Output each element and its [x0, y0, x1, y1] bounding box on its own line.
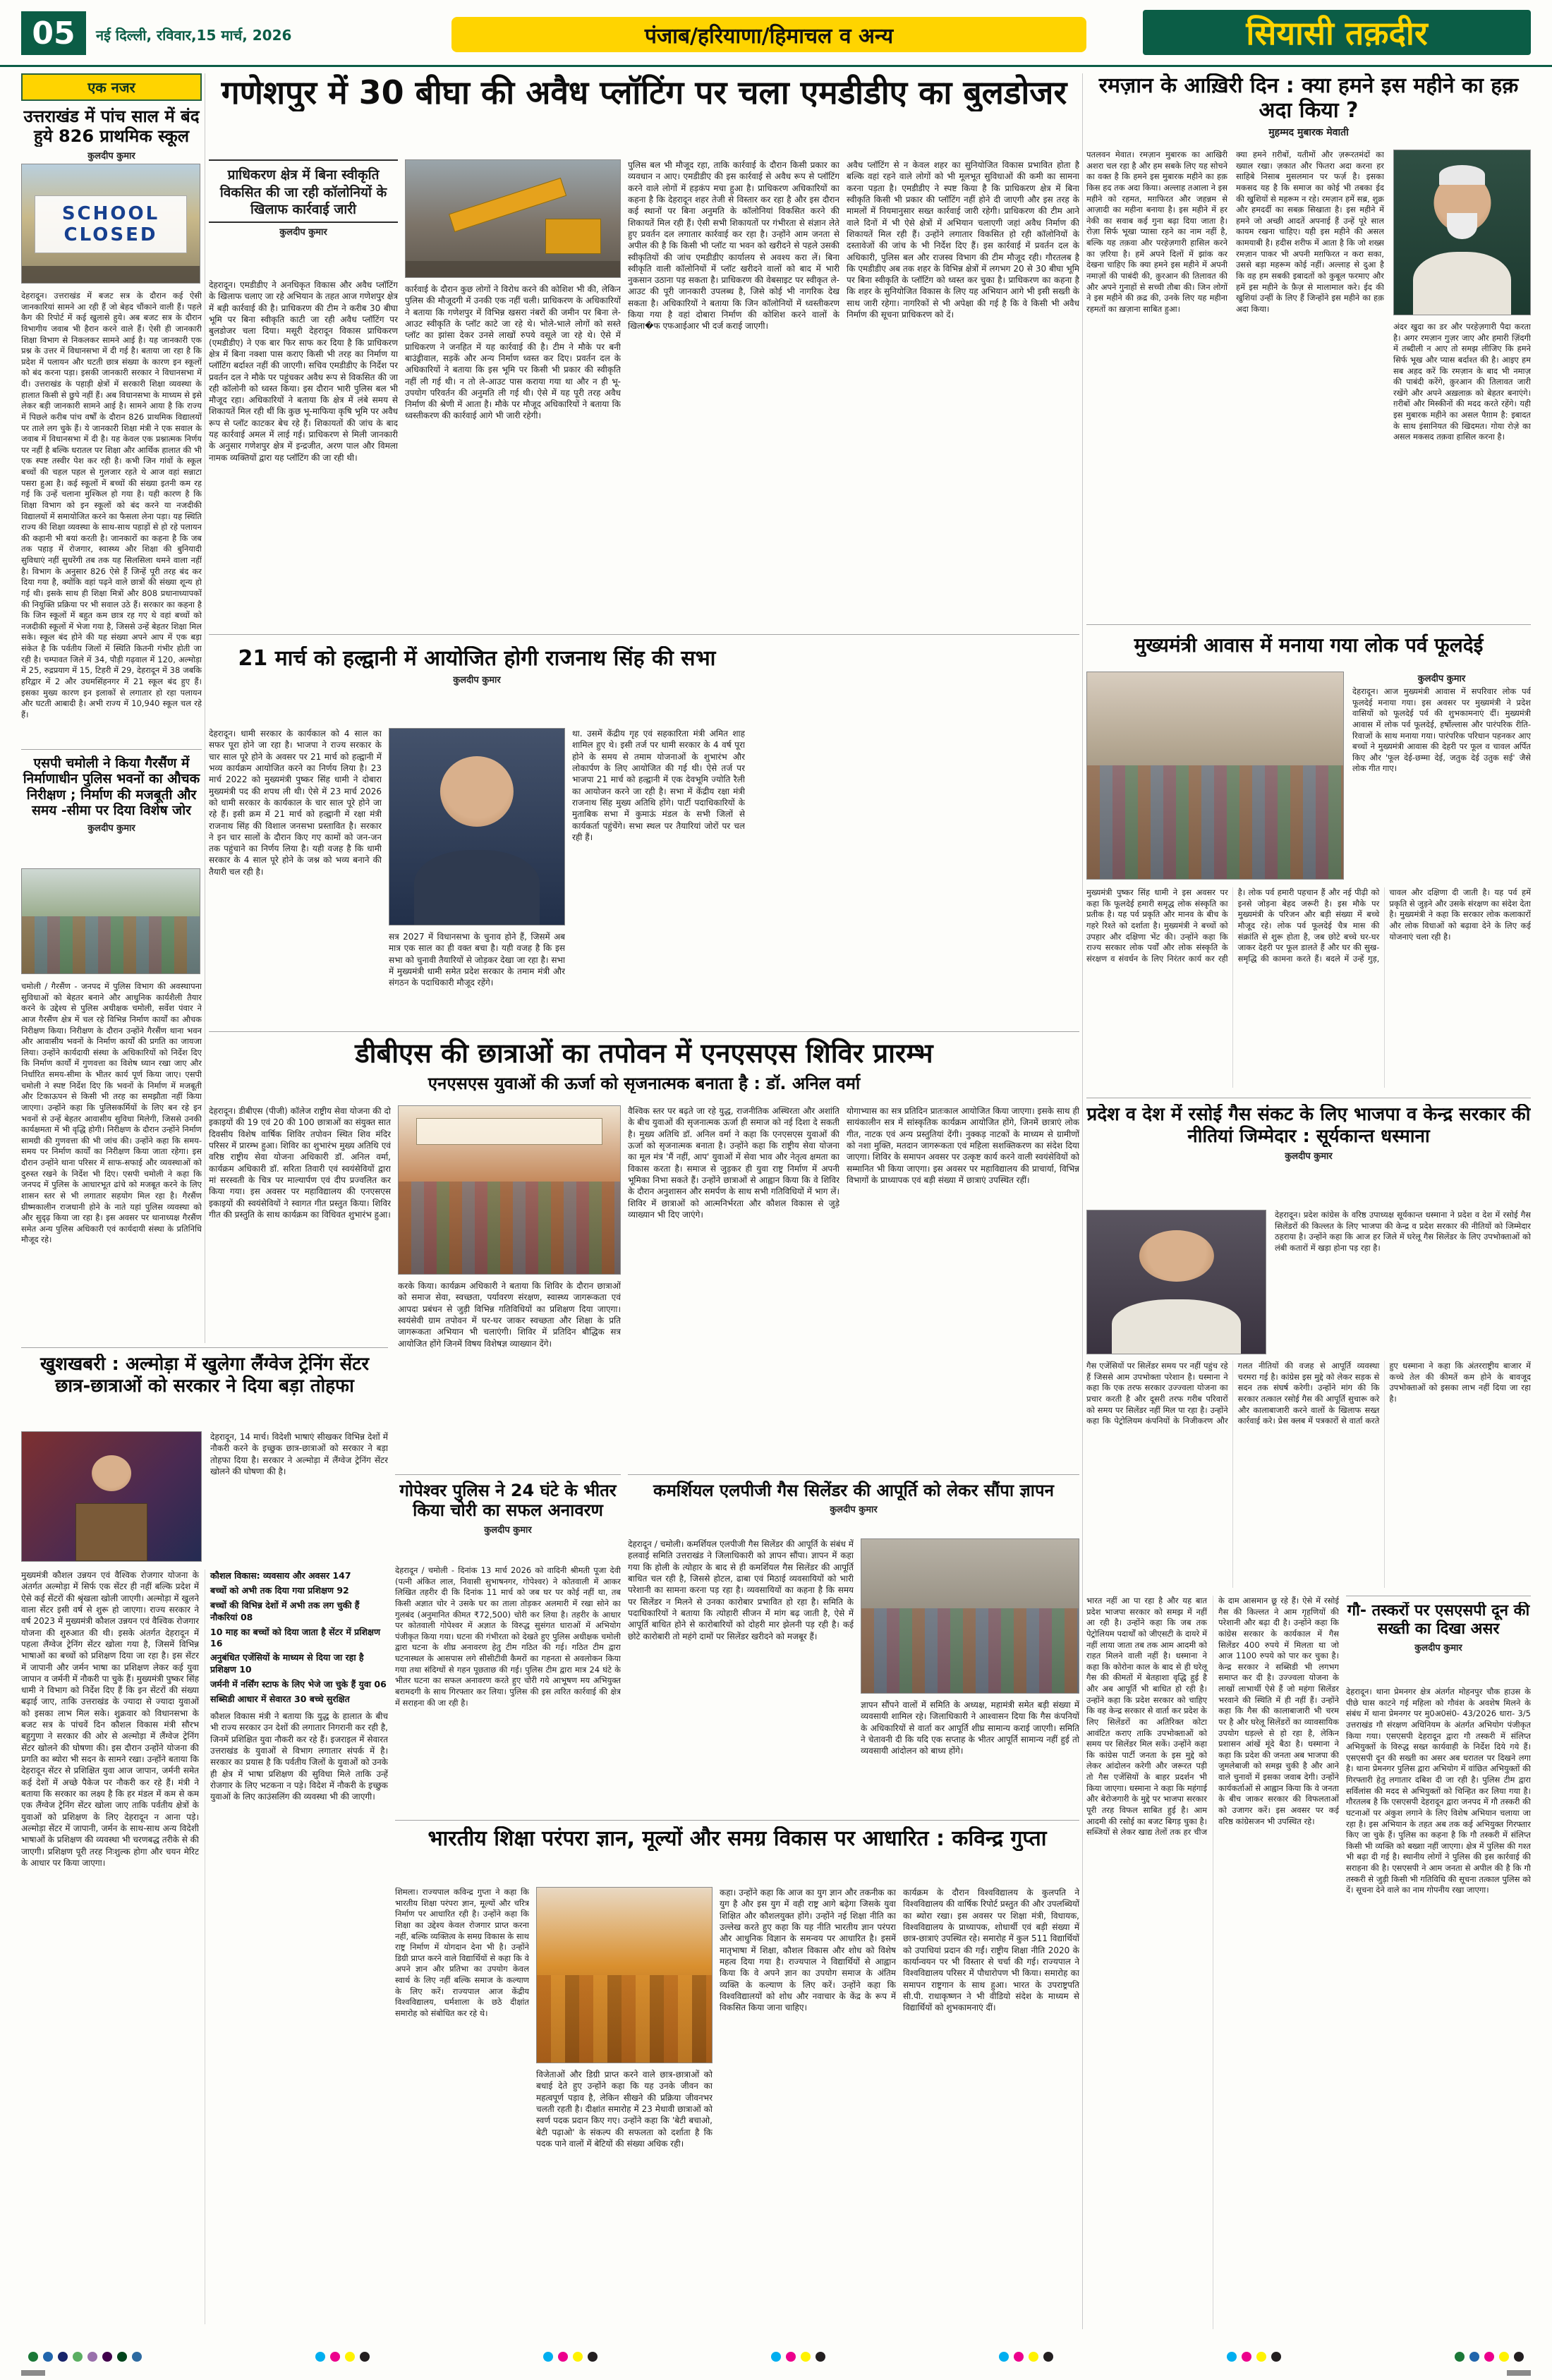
- photo-detail: [92, 1455, 131, 1491]
- registration-dot: [1256, 2352, 1266, 2362]
- article-language-centre: [21, 1347, 388, 2329]
- registration-dot: [816, 2352, 825, 2362]
- photo-detail: [1447, 213, 1477, 239]
- article-body-column: देहरादून। डीबीएस (पीजी) कॉलेज राष्ट्रीय सेवा योजना की दो इकाइयों की 19 एवं 20 की 100 छात्राओं का संयुक्त सात दिवसीय विशेष वार्षिक शिविर तपोवन स्थित शिव मंदिर परिसर में प्रारम्भ हुआ। शिविर का शुभारंभ मुख्य अतिथि एवं वरिष्ठ राष्ट्रीय सेवा योजना अधिकारी डॉ. अनिल वर्मा, कार्यक्रम अधिकारी डॉ. सरिता तिवारी एवं स्वयंसेवियों द्वारा मां सरस्वती के चित्र पर माल्यार्पण एवं दीप प्रज्वलित कर किया गया। इस अवसर पर महाविद्यालय की एनएसएस इकाइयों की स्वयंसेवियों ने स्वागत गीत प्रस्तुत किया। शिविर गीत की प्रस्तुति के साथ कार्यक्रम का विधिवत शुभारंभ हुआ।: [209, 1106, 391, 1220]
- masthead: सियासी तक़दीर: [1143, 10, 1531, 55]
- article-headline: भारतीय शिक्षा परंपरा ज्ञान, मूल्यों और समग्र विकास पर आधारित : कविन्द्र गुप्ता: [428, 1826, 1047, 1851]
- registration-dot: [558, 2352, 568, 2362]
- registration-dot: [1242, 2352, 1251, 2362]
- article-lpg-memorandum: [628, 1474, 1079, 1816]
- photo-detail: [545, 219, 601, 254]
- photo-detail: [440, 756, 514, 827]
- article-schools: [21, 73, 202, 743]
- registration-dot: [1514, 2352, 1524, 2362]
- stat-line: जर्मनी में नर्सिंग स्टाफ के लिए भेजे जा चुके हैं युवा 06: [210, 1679, 387, 1689]
- article-byline: कुलदीप कुमार: [279, 227, 327, 238]
- article-nss-camp: [209, 1031, 1079, 1470]
- registration-mark-group: [1455, 2352, 1524, 2362]
- article-body-column: ज्ञापन सौंपने वालों में समिति के अध्यक्ष, महामंत्री समेत बड़ी संख्या में व्यवसायी शामिल रहे। जिलाधिकारी ने आश्वासन दिया कि गैस कंपनियों के अधिकारियों से वार्ता कर आपूर्ति शीघ्र सामान्य कराई जाएगी। समिति ने चेतावनी दी कि यदि एक सप्ताह के भीतर आपूर्ति सामान्य नहीं हुई तो व्यवसायी आंदोलन को बाध्य होंगे।: [861, 1700, 1079, 1756]
- registration-dot: [1455, 2352, 1465, 2362]
- article-byline: कुलदीप कुमार: [1417, 674, 1466, 684]
- article-headline: गौ- तस्करों पर एसएसपी दून की सख्ती का दिखा असर: [1347, 1602, 1530, 1638]
- article-body-column: देहरादून। एमडीडीए ने अनधिकृत विकास और अवैध प्लॉटिंग के खिलाफ चलाए जा रहे अभियान के तहत आज गणेशपुर क्षेत्र में बड़ी कार्रवाई की है। प्राधिकरण की टीम ने करीब 30 बीघा भूमि पर बिना स्वीकृति काटी जा रही अवैध प्लॉटिंग पर बुलडोजर चला दिया। मसूरी देहरादून विकास प्राधिकरण (एमडीडीए) ने एक बार फिर साफ कर दिया है कि प्राधिकरण क्षेत्र में बिना नक्शा पास कराए किसी भी तरह का निर्माण या प्लॉटिंग बर्दाश्त नहीं की जाएगी। सचिव एमडीडीए के निर्देश पर प्रवर्तन दल ने मौके पर पहुंचकर अवैध रूप से विकसित की जा रही कॉलोनी को ध्वस्त किया। इस दौरान भारी पुलिस बल भी मौजूद रहा। अधिकारियों ने बताया कि क्षेत्र में लंबे समय से शिकायतें मिल रही थीं कि कुछ भू-माफिया कृषि भूमि पर अवैध रूप से प्लॉट काटकर बेच रहे हैं। शिकायतों की जांच के बाद यह कार्रवाई अमल में लाई गई। प्राधिकरण से मिली जानकारी के अनुसार गणेशपुर क्षेत्र में इन्द्रजीत, अरण पाल और विमला नामक व्यक्तियों द्वारा यह प्लॉटिंग की जा रही थी।: [209, 280, 398, 463]
- article-body-column: देहरादून, 14 मार्च। विदेशी भाषाएं सीखकर विभिन्न देशों में नौकरी करने के इच्छुक छात्र-छात्राओं को सरकार ने बड़ा तोहफा दिया है। सरकार ने अल्मोड़ा में लैंग्वेज ट्रेनिंग सेंटर खोलने की घोषणा की है।: [210, 1432, 388, 1476]
- registration-dot: [588, 2352, 598, 2362]
- registration-dot: [360, 2352, 370, 2362]
- article-headline: रमज़ान के आख़िरी दिन : क्या हमने इस महीने का हक़ अदा किया ?: [1098, 73, 1519, 123]
- article-byline: कुलदीप कुमार: [1285, 1151, 1333, 1162]
- article-cow-smugglers: [1346, 1596, 1531, 2329]
- photo-detail: [861, 1608, 1079, 1693]
- registration-dot: [573, 2352, 583, 2362]
- registration-dot: [345, 2352, 355, 2362]
- article-body-column: वैश्विक स्तर पर बढ़ते जा रहे युद्ध, राजनीतिक अस्थिरता और अशांति के बीच युवाओं की सृजनात्मक ऊर्जा ही समाज को नई दिशा दे सकती है। मुख्य अतिथि डॉ. अनिल वर्मा ने कहा कि एनएसएस युवाओं की ऊर्जा को सृजनात्मक बनाता है। उन्होंने कहा कि राष्ट्रीय सेवा योजना का मूल मंत्र 'मैं नहीं, आप' युवाओं में सेवा भाव और नेतृत्व क्षमता का विकास करता है। समाज से जुड़कर ही युवा राष्ट्र निर्माण में अपनी भूमिका निभा सकते हैं। उन्होंने छात्राओं से आह्वान किया कि वे शिविर के दौरान अनुशासन और समर्पण के साथ सभी गतिविधियों में भाग लें। शिविर में छात्राओं को आत्मनिर्भरता और कौशल विकास से जुड़े व्याख्यान भी दिए जाएंगे।: [628, 1106, 839, 1220]
- registration-dot: [58, 2352, 68, 2362]
- registration-dot: [999, 2352, 1009, 2362]
- article-body-column: विजेताओं और डिग्री प्राप्त करने वाले छात्र-छात्राओं को बधाई देते हुए उन्होंने कहा कि यह उनके जीवन का महत्वपूर्ण पड़ाव है, लेकिन सीखने की प्रक्रिया जीवनभर चलती रहती है। दीक्षांत समारोह में 23 मेधावी छात्राओं को स्वर्ण पदक प्रदान किए गए। उन्होंने कहा कि 'बेटी बचाओ, बेटी पढ़ाओ' के संकल्प की सफलता को दर्शाता है कि पदक पाने वालों में बेटियों की संख्या अधिक रही।: [536, 2070, 713, 2149]
- article-body-column: योगाभ्यास का सत्र प्रतिदिन प्रातःकाल आयोजित किया जाएगा। इसके साथ ही सायंकालीन सत्र में सांस्कृतिक कार्यक्रम आयोजित होंगे, जिनमें छात्राएं लोक गीत, नाटक एवं अन्य प्रस्तुतियां देंगी। नुक्कड़ नाटकों के माध्यम से ग्रामीणों को नशा मुक्ति, मतदान जागरूकता एवं महिला सशक्तिकरण का संदेश दिया जाएगा। शिविर के समापन अवसर पर उत्कृष्ट कार्य करने वाली स्वयंसेवियों को सम्मानित भी किया जाएगा। इस अवसर पर महाविद्यालय की प्राचार्या, विभिन्न विभागों के प्राध्यापक एवं बड़ी संख्या में छात्राएं उपस्थित रहीं।: [847, 1106, 1079, 1185]
- registration-dot: [102, 2352, 112, 2362]
- article-body-column: देहरादून / चमोली - दिनांक 13 मार्च 2026 को वादिनी श्रीमती पूजा देवी (पत्नी अंकित लाल, निवासी सुभाषनगर, गोपेश्वर) ने कोतवाली में आकर लिखित तहरीर दी कि दिनांक 11 मार्च को जब घर पर कोई नहीं था, तब किसी अज्ञात चोर ने उसके घर का ताला तोड़कर अलमारी में रखा सोने का गुलबंद (अनुमानित कीमत ₹72,500) चोरी कर लिया है। तहरीर के आधार पर कोतवाली गोपेश्वर में अज्ञात के विरुद्ध सुसंगत धाराओं में अभियोग पंजीकृत किया गया। घटना की गंभीरता को देखते हुए पुलिस अधीक्षक चमोली द्वारा घटना के शीघ्र अनावरण हेतु टीम गठित की गई। गठित टीम द्वारा घटनास्थल के आसपास लगे सीसीटीवी कैमरों का गहनता से अवलोकन किया गया तथा संदिग्धों से गहन पूछताछ की गई। पुलिस टीम द्वारा मात्र 24 घंटे के भीतर घटना का सफल अनावरण करते हुए चोरी गये आभूषण मय अभियुक्त बरामदगी के साथ गिरफ्तार कर लिया। पुलिस की इस त्वरित कार्रवाई की क्षेत्र में सराहना की जा रही है।: [395, 1565, 621, 1708]
- article-body-column: पुलिस बल भी मौजूद रहा, ताकि कार्रवाई के दौरान किसी प्रकार का व्यवधान न आए। एमडीडीए की इस कार्रवाई से अवैध रूप से प्लॉटिंग करने वाले लोगों में हड़कंप मचा हुआ है। प्राधिकरण अधिकारियों का कहना है कि देहरादून शहर तेजी से विस्तार कर रहा है और इस दौरान कई स्थानों पर बिना अनुमति के कॉलोनियां विकसित करने की शिकायतें मिल रही हैं। ऐसी सभी शिकायतों पर गंभीरता से संज्ञान लेते हुए प्रवर्तन दल लगातार कार्रवाई कर रहा है। उन्होंने आम जनता से अपील की है कि किसी भी प्लॉट या भवन को खरीदने से पहले उसकी स्वीकृतियों की जांच एमडीडीए कार्यालय से अवश्य करा लें। बिना स्वीकृति वाली कॉलोनियों में प्लॉट खरीदने वालों को बाद में भारी नुकसान उठाना पड़ सकता है। प्राधिकरण की वेबसाइट पर स्वीकृत ले-आउट की पूरी जानकारी उपलब्ध है, जिसे कोई भी नागरिक देख सकता है। अधिकारियों ने बताया कि जिन कॉलोनियों में ध्वस्तीकरण किया गया है वहां दोबारा निर्माण की कोशिश करने वालों के खिला�फ एफआईआर भी दर्ज कराई जाएगी।: [628, 160, 839, 332]
- registration-dot: [1043, 2352, 1053, 2362]
- article-body-columns: [21, 1570, 388, 2324]
- article-side-wrap: [1352, 672, 1531, 880]
- article-byline: मुहम्मद मुबारक मेवाती: [1268, 126, 1349, 138]
- article-body-column: शिमला। राज्यपाल कविन्द्र गुप्ता ने कहा कि भारतीय शिक्षा परंपरा ज्ञान, मूल्यों और चरित्र निर्माण पर आधारित रही है। उन्होंने कहा कि शिक्षा का उद्देश्य केवल रोजगार प्राप्त करना नहीं, बल्कि व्यक्तित्व के समग्र विकास के साथ राष्ट्र निर्माण में योगदान देना भी है। उन्होंने डिग्री प्राप्त करने वाले विद्यार्थियों से कहा कि वे अपने ज्ञान और प्रतिभा का उपयोग केवल स्वार्थ के लिए नहीं बल्कि समाज के कल्याण के लिए करें। राज्यपाल आज केंद्रीय विश्वविद्यालय, धर्मशाला के छठे दीक्षांत समारोह को संबोधित कर रहे थे।: [395, 1887, 529, 2018]
- article-gopeshwar-theft: [395, 1474, 621, 1816]
- photo-detail: [1087, 765, 1343, 879]
- article-body-column: अंदर खुदा का डर और परहेज़गारी पैदा करता है। अगर रमज़ान गुज़र जाए और हमारी ज़िंदगी में तब्दीली न आए तो समझ लीजिए कि हमने सिर्फ भूख और प्यास बर्दाश्त की है। आइए हम सब अहद करें कि रमज़ान के बाद भी नमाज़ की पाबंदी करेंगे, क़ुरआन की तिलावत जारी रखेंगे और अपने अख़लाक़ को बेहतर बनाएंगे। ग़रीबों और मिस्कीनों की मदद करते रहेंगे। यही इस मुबारक महीने का असल पैग़ाम है: इबादत के साथ इंसानियत की खिदमत। गोया रोज़े का असल मकसद तक़वा हासिल करना है।: [1393, 322, 1531, 442]
- registration-dot: [1469, 2352, 1479, 2362]
- article-body-column: देहरादून / चमोली। कमर्शियल एलपीजी गैस सिलेंडर की आपूर्ति के संबंध में हलवाई समिति उत्तराखंड ने जिलाधिकारी को ज्ञापन सौंपा। ज्ञापन में कहा गया कि होली के त्योहार के बाद से ही कमर्शियल गैस सिलेंडर की आपूर्ति बाधित चल रही है, जिससे होटल, ढाबा एवं मिठाई व्यवसायियों को भारी परेशानी का सामना करना पड़ रहा है। व्यवसायियों का कहना है कि समय पर सिलेंडर न मिलने से उनका कारोबार प्रभावित हो रहा है। समिति के पदाधिकारियों ने बताया कि त्योहारी सीजन में मांग बढ़ जाती है, ऐसे में आपूर्ति बाधित होने से कारोबारियों को दोहरी मार झेलनी पड़ रही है। कई छोटे कारोबारी तो महंगे दामों पर सिलेंडर खरीदने को मजबूर हैं।: [628, 1539, 854, 1641]
- police-building-inspection-photo: [21, 868, 200, 974]
- minister-podium-photo: [21, 1431, 202, 1562]
- section-title: पंजाब/हरियाणा/हिमाचल व अन्य: [451, 17, 1086, 52]
- photo-detail: [75, 1503, 147, 1561]
- article-body-columns: मुख्यमंत्री पुष्कर सिंह धामी ने इस अवसर पर कहा कि फूलदेई हमारी समृद्ध लोक संस्कृति का प्रतीक है। यह पर्व प्रकृति और मानव के बीच के गहरे रिश्ते को दर्शाता है। मुख्यमंत्री ने बच्चों को उपहार और दक्षिणा भेंट की। उन्होंने कहा कि राज्य सरकार लोक पर्वों और लोक संस्कृति के संरक्षण व संवर्धन के लिए निरंतर कार्य कर रही है। लोक पर्व हमारी पहचान हैं और नई पीढ़ी को इनसे जोड़ना बेहद जरूरी है। इस मौके पर मुख्यमंत्री के परिजन और बड़ी संख्या में बच्चे मौजूद रहे। लोक पर्व फूलदेई चैत्र मास की संक्रांति से शुरू होता है, जब छोटे बच्चे घर-घर जाकर देहरी पर फूल डालते हैं और घर की सुख-समृद्धि की कामना करते हैं। बदले में उन्हें गुड़, चावल और दक्षिणा दी जाती है। यह पर्व हमें प्रकृति से जुड़ने और उसके संरक्षण का संदेश देता है। मुख्यमंत्री ने कहा कि सरकार लोक कलाकारों और लोक विधाओं को बढ़ावा देने के लिए कई योजनाएं चला रही है।: [1086, 887, 1531, 964]
- registration-dot: [1499, 2352, 1509, 2362]
- article-headline: उत्तराखंड में पांच साल में बंद हुये 826 प्राथमिक स्कूल: [23, 107, 200, 147]
- article-dhasmana-lpg: [1086, 1098, 1531, 1593]
- article-ramzan: [1086, 73, 1531, 625]
- photo-detail: [22, 266, 200, 283]
- photo-detail: [537, 1975, 712, 2063]
- page-number: 05: [21, 11, 86, 55]
- article-body-column: कार्यक्रम के दौरान विश्वविद्यालय के कुलपति ने विश्वविद्यालय की वार्षिक रिपोर्ट प्रस्तुत की और उपलब्धियों का ब्योरा रखा। इस अवसर पर शिक्षा मंत्री, विधायक, विश्वविद्यालय के प्राध्यापक, शोधार्थी एवं बड़ी संख्या में छात्र-छात्राएं उपस्थित रहे। समारोह में कुल 511 विद्यार्थियों को उपाधियां प्रदान की गईं। राष्ट्रीय शिक्षा नीति 2020 के कार्यान्वयन पर भी विस्तार से चर्चा की गई। राज्यपाल ने विश्वविद्यालय परिसर में पौधारोपण भी किया। समारोह का समापन राष्ट्रगान के साथ हुआ। भारत के उपराष्ट्रपति सी.पी. राधाकृष्णन ने भी वीडियो संदेश के माध्यम से विद्यार्थियों को शुभकामनाएं दीं।: [903, 1888, 1079, 2013]
- registration-dot: [315, 2352, 325, 2362]
- registration-mark-group: [999, 2352, 1053, 2362]
- registration-mark-group: [315, 2352, 370, 2362]
- registration-mark-group: [543, 2352, 598, 2362]
- stat-line: 10 माह का बच्चों को दिया जाता है सेंटर में प्रशिक्षण 16: [210, 1627, 381, 1649]
- photo-detail: [1439, 165, 1486, 185]
- photo-detail: [1139, 1230, 1213, 1282]
- registration-dot: [73, 2352, 83, 2362]
- registration-mark-group: [28, 2352, 142, 2362]
- article-headline: 21 मार्च को हल्द्वानी में आयोजित होगी राजनाथ सिंह की सभा: [238, 646, 716, 671]
- article-body-column: अवैध प्लॉटिंग से न केवल शहर का सुनियोजित विकास प्रभावित होता है बल्कि वहां रहने वाले लोगों को भी मूलभूत सुविधाओं की कमी का सामना करना पड़ता है। एमडीडीए ने स्पष्ट किया है कि प्राधिकरण क्षेत्र में बिना स्वीकृति किसी भी प्रकार की प्लॉटिंग नहीं होने दी जाएगी और इस तरह के मामलों में नियमानुसार सख्त कार्रवाई जारी रहेगी। प्राधिकरण की टीम आने वाले दिनों में भी ऐसे क्षेत्रों में अभियान चलाएगी जहां अवैध निर्माण की शिकायतें मिल रही हैं। उन्होंने लगातार विकसित हो रही कॉलोनियों के दस्तावेजों की जांच के भी निर्देश दिए हैं। इस कार्रवाई में प्रवर्तन दल के अधिकारी, पुलिस बल और राजस्व विभाग की टीम मौजूद रही। गौरतलब है कि एमडीडीए अब तक शहर के विभिन्न क्षेत्रों में लगभग 20 से 30 बीघा भूमि पर बिना स्वीकृति के प्लॉटिंग को ध्वस्त कर चुका है। प्राधिकरण का कहना है कि शहर के सुनियोजित विकास के लिए यह अभियान आगे भी इसी सख्ती के साथ जारी रहेगा। नागरिकों से भी अपेक्षा की गई है कि वे किसी भी अवैध निर्माण की सूचना प्राधिकरण को दें।: [847, 160, 1079, 320]
- stat-line: अनुबंधित एजेंसियों के माध्यम से दिया जा रहा है प्रशिक्षण 10: [210, 1652, 364, 1675]
- article-byline: कुलदीप कुमार: [484, 1524, 532, 1536]
- article-body-column: सत्र 2027 में विधानसभा के चुनाव होने हैं, जिसमें अब मात्र एक साल का ही वक्त बचा है। यही वजह है कि इस सभा को चुनावी तैयारियों से जोड़कर देखा जा रहा है। सभा में मुख्यमंत्री धामी समेत प्रदेश सरकार के तमाम मंत्री और संगठन के पदाधिकारी मौजूद रहेंगे।: [389, 932, 565, 988]
- kicker-ek-nazar: एक नजर: [21, 73, 202, 101]
- registration-dot: [1227, 2352, 1237, 2362]
- registration-dot: [28, 2352, 38, 2362]
- registration-dot: [786, 2352, 796, 2362]
- article-body-column: देहरादून। उत्तराखंड में बजट सत्र के दौरान कई ऐसी जानकारियां सामने आ रही हैं जो बेहद चौंकाने वाली हैं। पहले कैग की रिपोर्ट में कई खुलासे हुये। अब बजट सत्र के दौरान विभागीय जवाब भी हैरान करने वाले हैं। ऐसी ही जानकारी शिक्षा विभाग से निकलकर सामने आई है। यह जानकारी एक प्रश्न के उत्तर में विधानसभा में दी गई है। बताया जा रहा है कि प्रदेश में पलायन और घटती छात्र संख्या के कारण इन स्कूलों को बंद करना पड़ा। इसकी जानकारी सरकार ने विधानसभा में दी। उत्तराखंड के पहाड़ी क्षेत्रों में सरकारी शिक्षा व्यवस्था के हालात किसी से छुपे नहीं हैं। अब विधानसभा के माध्यम से इसे लेकर बड़ी जानकारी सामने आई है। सामने आया है कि राज्य में पिछले करीब पांच वर्षों के दौरान 826 प्राथमिक विद्यालयों पर ताले लग चुके हैं। ये जानकारी शिक्षा मंत्री ने एक सवाल के जवाब में विधानसभा में दी है। यह केवल एक प्रश्नात्मक निर्णय पर नहीं है बल्कि धरातल पर शिक्षा और आर्थिक हालात की भी एक स्पष्ट तस्वीर पेश कर रही है। कभी जिन गांवों के स्कूल बच्चों की चहल पहल से गुलजार रहते थे आज वहां सन्नाटा पसरा हुआ है। कई स्कूलों में बच्चों की संख्या इतनी कम रह गई कि उन्हें चलाना मुश्किल हो गया है। यही कारण है कि शिक्षा विभाग को इन स्कूलों को बंद करने या नजदीकी विद्यालयों में समायोजित करने का फैसला लेना पड़ा। यह स्थिति राज्य की शिक्षा व्यवस्था के साथ-साथ पहाड़ों से हो रहे पलायन की कहानी भी बयां करती है। जानकारों का कहना है कि जब तक पहाड़ में रोजगार, स्वास्थ्य और शिक्षा की बुनियादी सुविधाएं नहीं सुधरेंगी तब तक यह सिलसिला थमने वाला नहीं है। विभाग के अनुसार 826 ऐसे हैं जिन्हें पूरी तरह बंद कर दिया गया है, क्योंकि वहां पढ़ने वाले छात्रों की संख्या शून्य हो गई थी। इसके साथ ही शिक्षा मित्रों और 808 प्रधानाध्यापकों की नियुक्ति प्रक्रिया पर भी सवाल उठे हैं। सरकार का कहना है कि जिन स्कूलों में बहुत कम छात्र रह गए थे वहां बच्चों को नजदीकी स्कूलों में भेजा गया है, जिससे उन्हें बेहतर शिक्षा मिल सके। स्कूल बंद होने की यह संख्या अपने आप में एक बड़ा संकेत है कि पर्वतीय जिलों में स्थिति कितनी गंभीर होती जा रही है। चम्पावत जिले में 34, पौड़ी गढ़वाल में 120, अल्मोड़ा में 25, रुद्रप्रयाग में 15, टिहरी में 29, देहरादून में 38 जबकि हरिद्वार में 2 और उधमसिंहनगर में 21 स्कूल बंद हुए हैं। इसका मुख्य कारण इन इलाकों से लगातार हो रहा पलायन और घटती आबादी है। अभी राज्य में 10,940 स्कूल चल रहे हैं।: [21, 291, 202, 720]
- print-corner-mark: [1507, 2370, 1531, 2376]
- convocation-photo: [536, 1887, 713, 2063]
- article-sp-chamoli: [21, 749, 202, 1342]
- article-body-column: कार्रवाई के दौरान कुछ लोगों ने विरोध करने की कोशिश भी की, लेकिन पुलिस की मौजूदगी में उनकी एक नहीं चली। प्राधिकरण के अधिकारियों ने बताया कि गणेशपुर में विभिन्न खसरा नंबरों की जमीन पर बिना ले-आउट स्वीकृति के प्लॉट काटे जा रहे थे। भोले-भाले लोगों को सस्ते प्लॉट का झांसा देकर उनसे लाखों रुपये वसूले जा रहे थे। ऐसे में प्राधिकरण ने जनहित में यह कार्रवाई की है। टीम ने मौके पर बनी बाउंड्रीवाल, सड़कें और अन्य निर्माण ध्वस्त कर दिए। प्रवर्तन दल के अधिकारियों ने बताया कि इस भूमि पर किसी भी प्रकार की स्वीकृति नहीं ली गई थी। न तो ले-आउट पास कराया गया था और न ही भू-उपयोग परिवर्तन की अनुमति ली गई थी। ऐसे में यह पूरी तरह अवैध निर्माण की श्रेणी में आता है। मौके पर मौजूद अधिकारियों ने बताया कि ध्वस्तीकरण की कार्रवाई आगे भी जारी रहेगी।: [405, 284, 621, 421]
- photo-detail: [414, 850, 540, 925]
- article-headline: गोपेश्वर पुलिस ने 24 घंटे के भीतर किया चोरी का सफल अनावरण: [399, 1481, 617, 1521]
- registration-dot: [87, 2352, 97, 2362]
- article-headline: खुशखबरी : अल्मोड़ा में खुलेगा लैंग्वेज ट्रेनिंग सेंटर छात्र-छात्राओं को सरकार ने दिया बड़ा तोहफा: [40, 1354, 369, 1397]
- article-education-tradition: [395, 1820, 1079, 2329]
- photo-detail: [416, 1118, 602, 1145]
- article-body-column: चमोली / गैरसैंण - जनपद में पुलिस विभाग की अवस्थापना सुविधाओं को बेहतर बनाने और आधुनिक कार्यशैली तैयार करने के उद्देश्य से पुलिस अधीक्षक चमोली, सर्वेश पंवार ने आज गैरसैंण क्षेत्र में चल रहे विभिन्न निर्माण कार्यों का औचक निरीक्षण किया। निरीक्षण के दौरान उन्होंने गैरसैंण थाना भवन और आवासीय भवनों के निर्माण कार्यों की प्रगति का जायजा लिया। उन्होंने कार्यदायी संस्था के अधिकारियों को निर्देश दिए कि निर्माण कार्यों में गुणवत्ता का विशेष ध्यान रखा जाए और निर्धारित समय-सीमा के भीतर कार्य पूर्ण किया जाए। एसपी चमोली ने स्पष्ट निर्देश दिए कि भवनों के निर्माण में मजबूती और टिकाऊपन से किसी भी तरह का समझौता नहीं किया जाएगा। उन्होंने कहा कि पुलिसकर्मियों के लिए बन रहे इन भवनों से उन्हें बेहतर आवासीय सुविधा मिलेगी, जिससे उनकी कार्यक्षमता में भी वृद्धि होगी। निरीक्षण के दौरान उन्होंने निर्माण सामग्री की गुणवत्ता की भी जांच की। उन्होंने कहा कि समय-समय पर निर्माण कार्यों का निरीक्षण किया जाता रहेगा। इस दौरान उन्होंने थाना परिसर में साफ-सफाई और व्यवस्थाओं को दुरुस्त रखने के निर्देश भी दिए। एसपी चमोली ने कहा कि जनपद में पुलिस के आधारभूत ढांचे को मजबूत करने के लिए शासन स्तर से भी लगातार सहयोग मिल रहा है। गैरसैंण ग्रीष्मकालीन राजधानी होने के नाते यहां पुलिस व्यवस्था को और सुदृढ़ किया जा रहा है। इस अवसर पर थानाध्यक्ष गैरसैंण समेत अन्य पुलिस अधिकारी एवं कार्यदायी संस्था के प्रतिनिधि मौजूद रहे।: [21, 981, 202, 1245]
- article-body-text: मुख्यमंत्री कौशल उन्नयन एवं वैश्विक रोजगार योजना के अंतर्गत अल्मोड़ा में सिर्फ एक सेंटर ही नहीं बल्कि प्रदेश में ऐसे कई सेंटरों की श्रृंखला खोली जाएगी। अल्मोड़ा में खुलने वाला सेंटर इसी वर्ष से शुरू हो जाएगा। राज्य सरकार ने वर्ष 2023 में मुख्यमंत्री कौशल उन्नयन एवं वैश्विक रोजगार योजना की शुरुआत की थी। इसके अंतर्गत देहरादून में पहला लैंग्वेज ट्रेनिंग सेंटर खोला गया है, जिसमें विभिन्न भाषाओं का बच्चों को प्रशिक्षण दिया जा रहा है। इस सेंटर में जापानी और जर्मन भाषा का प्रशिक्षण लेकर कई युवा जापान व जर्मनी में नौकरी पा चुके हैं। मुख्यमंत्री पुष्कर सिंह धामी ने विभाग को निर्देश दिए हैं कि इन सेंटरों की संख्या बढ़ाई जाए, ताकि उत्तराखंड के ज्यादा से ज्यादा युवाओं को इसका लाभ मिल सके। शुक्रवार को विधानसभा के बजट सत्र के पांचवें दिन कौशल विकास मंत्री सौरभ बहुगुणा ने सरकार की ओर से अल्मोड़ा में लैंग्वेज ट्रेनिंग सेंटर खोलने की घोषणा की। इस दौरान उन्होंने योजना की प्रगति का ब्योरा भी सदन के सामने रखा। उन्होंने बताया कि देहरादून सेंटर से प्रशिक्षित युवा आज जापान, जर्मनी समेत कई देशों में अच्छे पैकेज पर नौकरी कर रहे हैं। मंत्री ने बताया कि सरकार का लक्ष्य है कि हर मंडल में कम से कम एक लैंग्वेज ट्रेनिंग सेंटर खोला जाए ताकि पर्वतीय क्षेत्रों के युवाओं को प्रशिक्षण के लिए देहरादून न आना पड़े। अल्मोड़ा सेंटर में जापानी, जर्मन के साथ-साथ अन्य विदेशी भाषाओं के प्रशिक्षण की व्यवस्था भी चरणबद्ध तरीके से की जाएगी। प्रशिक्षण पूरी तरह निःशुल्क होगा और चयन मेरिट के आधार पर किया जाएगा।: [21, 1570, 199, 1868]
- article-byline: कुलदीप कुमार: [87, 150, 135, 162]
- article-rajnath-rally: [209, 642, 745, 1027]
- print-corner-mark: [21, 2370, 45, 2376]
- memorandum-handover-photo: [861, 1538, 1079, 1694]
- article-body-column: कहा। उन्होंने कहा कि आज का युग ज्ञान और तकनीक का युग है और इस युग में वही राष्ट्र आगे बढ़ेगा जिसके युवा शिक्षित और कौशलयुक्त होंगे। उन्होंने नई शिक्षा नीति का उल्लेख करते हुए कहा कि यह नीति भारतीय ज्ञान परंपरा और आधुनिक विज्ञान के समन्वय पर आधारित है। इसमें मातृभाषा में शिक्षा, कौशल विकास और शोध को विशेष महत्व दिया गया है। राज्यपाल ने विद्यार्थियों से आह्वान किया कि वे अपने ज्ञान का उपयोग समाज के अंतिम व्यक्ति के कल्याण के लिए करें। उन्होंने कहा कि विश्वविद्यालयों को शोध और नवाचार के केंद्र के रूप में विकसित किया जाना चाहिए।: [720, 1888, 896, 2013]
- registration-dot: [543, 2352, 553, 2362]
- column-rule-right: [1082, 73, 1083, 2329]
- article-headline: गणेशपुर में 30 बीघा की अवैध प्लॉटिंग पर चला एमडीडीए का बुलडोजर: [221, 73, 1067, 111]
- article-phooldei: [1086, 629, 1531, 1093]
- stat-line: कौशल विकास: व्यवसाय और अवसर 147: [210, 1570, 351, 1581]
- nss-camp-photo: [398, 1105, 621, 1275]
- article-byline: कुलदीप कुमार: [87, 822, 135, 834]
- article-body-column: क्या हमने ग़रीबों, यतीमों और ज़रूरतमंदों का ख्याल रखा। ज़कात और फितरा अदा करना हर साहिबे निसाब मुसलमान पर फर्ज़ है। इसका मकसद यह है कि समाज का कोई भी तबका ईद की खुशियों से महरूम न रहे। रमज़ान हमें सब्र, शुक्र और हमदर्दी का सबक़ सिखाता है। इस महीने में हमने जो अच्छी आदतें अपनाई हैं उन्हें पूरे साल कायम रखना चाहिए। यही इस महीने की असल कामयाबी है। हदीस शरीफ में आता है कि जो शख्स रमज़ान पाकर भी अपनी मग़फिरत न करा सका, उससे बड़ा महरूम कोई नहीं। अल्लाह से दुआ है कि वह हम सबकी इबादतों को कुबूल फरमाए और हमें इस महीने के फ़ैज़ से मालामाल करे। ईद की खुशियां उन्हीं के लिए हैं जिन्होंने इस महीने का हक़ अदा किया।: [1236, 150, 1384, 314]
- header-rule: [0, 65, 1552, 67]
- registration-dot: [801, 2352, 811, 2362]
- article-subhead: प्राधिकरण क्षेत्र में बिना स्वीकृति विकसित की जा रही कॉलोनियों के खिलाफ कार्रवाई जारी: [209, 159, 398, 223]
- article-body-column: पतलवन मेवात। रमज़ान मुबारक का आखिरी अशरा चल रहा है और हम सबके लिए यह सोचने का वक्त है कि हमने इस मुबारक महीने का हक़ किस हद तक अदा किया। अल्लाह तआला ने इस महीने को रहमत, मग़फिरत और जहन्नम से आज़ादी का महीना बनाया है। इस महीने में हर नेकी का सवाब कई गुना बढ़ा दिया जाता है। रोज़ा सिर्फ भूखा प्यासा रहने का नाम नहीं है, बल्कि यह तक़वा और परहेज़गारी हासिल करने का ज़रिया है। हमें अपने दिलों में झांक कर देखना चाहिए कि क्या हमने इस महीने में अपनी नमाज़ों की पाबंदी की, क़ुरआन की तिलावत की और अपने गुनाहों से सच्ची तौबा की। जिन लोगों ने इस महीने की क़द्र की, उनके लिए यह महीना रहमतों का ख़ज़ाना साबित हुआ।: [1086, 150, 1227, 314]
- registration-mark-group: [1227, 2352, 1281, 2362]
- article-body-column: देहरादून। आज मुख्यमंत्री आवास में सपरिवार लोक पर्व फूलदेई मनाया गया। इस अवसर पर मुख्यमंत्री ने प्रदेश वासियों को फूलदेई पर्व की शुभकामनाएं दीं। मुख्यमंत्री आवास में लोक पर्व फूलदेई, हर्षोल्लास और पारंपरिक रीति-रिवाजों के साथ मनाया गया। पारंपरिक परिधान पहनकर आए बच्चों ने मुख्यमंत्री आवास की देहरी पर फूल व चावल अर्पित किए और 'फूल देई-छम्मा देई, जतुक देई उतुक सई' जैसे लोक गीत गाए।: [1352, 686, 1531, 774]
- registration-dot: [117, 2352, 127, 2362]
- cm-phooldei-group-photo: [1086, 672, 1344, 880]
- school-closed-photo: [21, 164, 200, 284]
- article-headline: कमर्शियल एलपीजी गैस सिलेंडर की आपूर्ति को लेकर सौंपा ज्ञापन: [653, 1481, 1054, 1500]
- article-body-columns: गैस एजेंसियों पर सिलेंडर समय पर नहीं पहुंच रहे हैं जिससे आम उपभोक्ता परेशान है। धस्माना ने कहा कि एक तरफ सरकार उज्ज्वला योजना का प्रचार करती है और दूसरी तरफ गरीब परिवारों को समय पर सिलेंडर नहीं मिल पा रहा है। उन्होंने कहा कि पेट्रोलियम कंपनियों के निजीकरण और गलत नीतियों की वजह से आपूर्ति व्यवस्था चरमरा गई है। कांग्रेस इस मुद्दे को लेकर सड़क से सदन तक संघर्ष करेगी। उन्होंने मांग की कि सरकार तत्काल रसोई गैस की आपूर्ति सुचारू करे और कालाबाजारी करने वालों के खिलाफ सख्त कार्रवाई करे। प्रेस क्लब में पत्रकारों से वार्ता करते हुए धस्माना ने कहा कि अंतरराष्ट्रीय बाजार में कच्चे तेल की कीमतें कम होने के बावजूद उपभोक्ताओं को इसका लाभ नहीं दिया जा रहा है।: [1086, 1361, 1531, 1426]
- article-body-column: देहरादून। धामी सरकार के कार्यकाल को 4 साल का सफर पूरा होने जा रहा है। भाजपा ने राज्य सरकार के चार साल पूरे होने के अवसर पर 21 मार्च को हल्द्वानी में भव्य कार्यक्रम आयोजित करने का निर्णय लिया है। 23 मार्च 2022 को मुख्यमंत्री पुष्कर सिंह धामी ने दोबारा मुख्यमंत्री पद की शपथ ली थी। ऐसे में 23 मार्च 2026 को धामी सरकार के कार्यकाल के चार साल पूरे होने जा रहे हैं। इसी क्रम में 21 मार्च को हल्द्वानी में रक्षा मंत्री राजनाथ सिंह की विशाल जनसभा प्रस्तावित है। सरकार ने इन चार सालों के दौरान किए गए कामों को जन-जन तक पहुंचाने का निर्णय लिया है। यही वजह है कि धामी सरकार के 4 साल पूरे होने के जश्न को भव्य बनाने की तैयारी चल रही है।: [209, 729, 382, 877]
- stat-line: बच्चों को अभी तक दिया गया प्रशिक्षण 92: [210, 1585, 349, 1596]
- registration-dot: [43, 2352, 53, 2362]
- registration-dot: [1029, 2352, 1038, 2362]
- article-body-text: कौशल विकास मंत्री ने बताया कि युद्ध के हालात के बीच भी राज्य सरकार उन देशों की लगातार निगरानी कर रही है, जिनमें प्रशिक्षित युवा नौकरी कर रहे हैं। इजराइल में सेवारत उत्तराखंड के युवाओं से विभाग लगातार संपर्क में है। सरकार का प्रयास है कि पर्वतीय जिलों के युवाओं को उनके ही क्षेत्र में भाषा प्रशिक्षण की सुविधा मिले ताकि उन्हें रोजगार के लिए भटकना न पड़े। विदेश में नौकरी के इच्छुक युवाओं के लिए काउंसलिंग की व्यवस्था भी की जाएगी।: [210, 1711, 388, 1802]
- photo-detail: [406, 261, 620, 277]
- rajnath-singh-photo: [389, 728, 565, 925]
- article-body-column: था. उसमें केंद्रीय गृह एवं सहकारिता मंत्री अमित शाह शामिल हुए थे। इसी तर्ज पर धामी सरकार के 4 वर्ष पूरा होने के समय से तमाम योजनाओं के शुभारंभ और लोकार्पण के लिए आयोजित की गई थी। ऐसे तर्ज पर भाजपा 21 मार्च को हल्द्वानी में एक देवभूमि ज्योति रैली का आयोजन करने जा रही है। सभा में केंद्रीय रक्षा मंत्री राजनाथ सिंह मुख्य अतिथि होंगे। पार्टी पदाधिकारियों के मुताबिक सभा में कुमाऊं मंडल के सभी जिलों से कार्यकर्ता पहुंचेंगे। सभा स्थल पर तैयारियां जोरों पर चल रही हैं।: [572, 729, 745, 842]
- article-headline: मुख्यमंत्री आवास में मनाया गया लोक पर्व फूलदेई: [1134, 633, 1484, 657]
- dhasmana-portrait-photo: [1086, 1210, 1266, 1354]
- stat-line: सब्सिडी आधार में सेवारत 30 बच्चे सुरक्षित: [210, 1694, 350, 1704]
- article-byline: कुलदीप कुमार: [830, 1505, 878, 1516]
- author-portrait-photo: [1393, 150, 1531, 315]
- registration-dot: [330, 2352, 340, 2362]
- article-body-column: करके किया। कार्यक्रम अधिकारी ने बताया कि शिविर के दौरान छात्राओं को समाज सेवा, स्वच्छता, पर्यावरण संरक्षण, स्वास्थ्य जागरूकता एवं आपदा प्रबंधन से जुड़ी विभिन्न गतिविधियों का प्रशिक्षण दिया जाएगा। स्वयंसेवी ग्राम तपोवन में घर-घर जाकर स्वच्छता और शिक्षा के प्रति जागरूकता अभियान भी चलाएंगी। शिविर में प्रतिदिन बौद्धिक सत्र आयोजित होंगे जिनमें विषय विशेषज्ञ व्याख्यान देंगे।: [398, 1281, 621, 1349]
- article-body-column: देहरादून। प्रदेश कांग्रेस के वरिष्ठ उपाध्यक्ष सूर्यकान्त धस्माना ने प्रदेश व देश में रसोई गैस सिलेंडरों की किल्लत के लिए भाजपा की केन्द्र व प्रदेश सरकार की नीतियों को जिम्मेदार ठहराया है। उन्होंने कहा कि आज हर जिले में घरेलू गैस सिलेंडर के लिए उपभोक्ताओं को लंबी कतारों में खड़ा होना पड़ रहा है।: [1275, 1210, 1531, 1253]
- article-body-column: देहरादून। थाना प्रेमनगर क्षेत्र अंतर्गत मोहनपुर चौक हाउस के पीछे घास काटने गई महिला को गौवंश के अवशेष मिलने के संबंध में थाना प्रेमनगर पर मु0अ0सं0- 43/2026 धारा- 3/5 उत्तराखंड गौ संरक्षण अधिनियम के अंतर्गत अभियोग पंजीकृत किया गया। एसएसपी देहरादून द्वारा गौ तस्करी में संलिप्त अभियुक्तों के विरुद्ध सख्त कार्यवाही के निर्देश दिये गये हैं। एसएसपी दून की सख्ती का असर अब धरातल पर दिखने लगा है। थाना प्रेमनगर पुलिस द्वारा अभियोग में वांछित अभियुक्तों की गिरफ्तारी हेतु लगातार दबिश दी जा रही है। पुलिस टीम द्वारा सर्विलांस की मदद से अभियुक्तों को चिन्हित कर लिया गया है। गौरतलब है कि एसएसपी देहरादून द्वारा जनपद में गौ तस्करी की घटनाओं पर अंकुश लगाने के लिए विशेष अभियान चलाया जा रहा है। इस अभियान के तहत अब तक कई अभियुक्त गिरफ्तार किए जा चुके हैं। पुलिस का कहना है कि गौ तस्करी में संलिप्त किसी भी व्यक्ति को बख्शा नहीं जाएगा। क्षेत्र में पुलिस की गश्त भी बढ़ा दी गई है। स्थानीय लोगों ने पुलिस की इस कार्रवाई की सराहना की है। एसएसपी ने आम जनता से अपील की है कि गौ तस्करी से जुड़ी किसी भी गतिविधि की सूचना तत्काल पुलिस को दें। सूचना देने वाले का नाम गोपनीय रखा जाएगा।: [1346, 1687, 1531, 1895]
- photo-detail: [1112, 1299, 1240, 1354]
- photo-detail: [1413, 252, 1511, 315]
- article-headline: डीबीएस की छात्राओं का तपोवन में एनएसएस शिविर प्रारम्भ: [355, 1038, 933, 1069]
- school-closed-sign: SCHOOL CLOSED: [35, 195, 188, 253]
- article-byline: कुलदीप कुमार: [1414, 1642, 1462, 1653]
- registration-dot: [771, 2352, 781, 2362]
- bulldozer-demolition-photo: [405, 159, 621, 278]
- page-dateline: नई दिल्ली, रविवार,15 मार्च, 2026: [96, 27, 292, 44]
- article-body-columns: भारत नहीं आ पा रहा है और यह बात प्रदेश भाजपा सरकार को समझ में नहीं आ रही है। उन्होंने कहा कि जब तक पेट्रोलियम पदार्थों को जीएसटी के दायरे में नहीं लाया जाता तब तक आम आदमी को राहत मिलने वाली नहीं है। धस्माना ने कहा कि कोरोना काल के बाद से ही घरेलू गैस की कीमतों में बेतहाशा वृद्धि हुई है और अब आपूर्ति भी बाधित हो रही है। उन्होंने कहा कि प्रदेश सरकार को चाहिए कि वह केन्द्र सरकार से वार्ता कर प्रदेश के लिए सिलेंडरों का अतिरिक्त कोटा आवंटित कराए ताकि उपभोक्ताओं को समय पर सिलेंडर मिल सकें। उन्होंने कहा कि कांग्रेस पार्टी जनता के इस मुद्दे को लेकर आंदोलन करेगी और जरूरत पड़ी तो गैस एजेंसियों के बाहर प्रदर्शन भी किया जाएगा। धस्माना ने कहा कि महंगाई और बेरोजगारी के मुद्दे पर भाजपा सरकार पूरी तरह विफल साबित हुई है। आम आदमी की रसोई का बजट बिगड़ चुका है। सब्जियों से लेकर खाद्य तेलों तक हर चीज के दाम आसमान छू रहे हैं। ऐसे में रसोई गैस की किल्लत ने आम गृहणियों की परेशानी और बढ़ा दी है। उन्होंने कहा कि कांग्रेस सरकार के कार्यकाल में गैस सिलेंडर 400 रुपये में मिलता था जो आज 1100 रुपये को पार कर चुका है। केन्द्र सरकार ने सब्सिडी भी लगभग समाप्त कर दी है। उज्ज्वला योजना के लाखों लाभार्थी ऐसे हैं जो महंगा सिलेंडर भरवाने की स्थिति में ही नहीं हैं। उन्होंने कहा कि गैस की कालाबाजारी भी चरम पर है और घरेलू सिलेंडरों का व्यावसायिक उपयोग धड़ल्ले से हो रहा है, लेकिन प्रशासन आंखें मूंदे बैठा है। धस्माना ने कहा कि प्रदेश की जनता अब भाजपा की जुमलेबाजी को समझ चुकी है और आने वाले चुनावों में इसका जवाब देगी। उन्होंने कार्यकर्ताओं से आह्वान किया कि वे जनता के बीच जाकर सरकार की विफलताओं को उजागर करें। इस अवसर पर कई वरिष्ठ कांग्रेसजन भी उपस्थित रहे।: [1086, 1596, 1339, 1838]
- photo-detail: [22, 916, 200, 973]
- stat-line: बच्चों की विभिन्न देशों में अभी तक लग चुकी हैं नौकरियां 08: [210, 1600, 360, 1622]
- registration-dot: [1014, 2352, 1024, 2362]
- stats-list: [210, 1570, 388, 1705]
- article-headline: एसपी चमोली ने किया गैरसैंण में निर्माणाधीन पुलिस भवनों का औचक निरीक्षण ; निर्माण की मजबूती और समय -सीमा पर दिया विशेष जोर: [23, 755, 200, 819]
- registration-dot: [1484, 2352, 1494, 2362]
- article-byline: कुलदीप कुमार: [453, 675, 501, 686]
- article-headline: प्रदेश व देश में रसोई गैस संकट के लिए भाजपा व केन्द्र सरकार की नीतियां जिम्मेदार : सूर्यकान्त धस्माना: [1086, 1104, 1531, 1147]
- photo-detail: [399, 1182, 620, 1274]
- registration-mark-group: [771, 2352, 825, 2362]
- article-subhead-box: [209, 159, 398, 275]
- print-registration-marks: [28, 2346, 1524, 2367]
- registration-dot: [1271, 2352, 1281, 2362]
- registration-dot: [132, 2352, 142, 2362]
- article-ganeshpur: [209, 73, 1079, 635]
- article-subhead: एनएसएस युवाओं की ऊर्जा को सृजनात्मक बनाता है : डॉ. अनिल वर्मा: [428, 1073, 861, 1093]
